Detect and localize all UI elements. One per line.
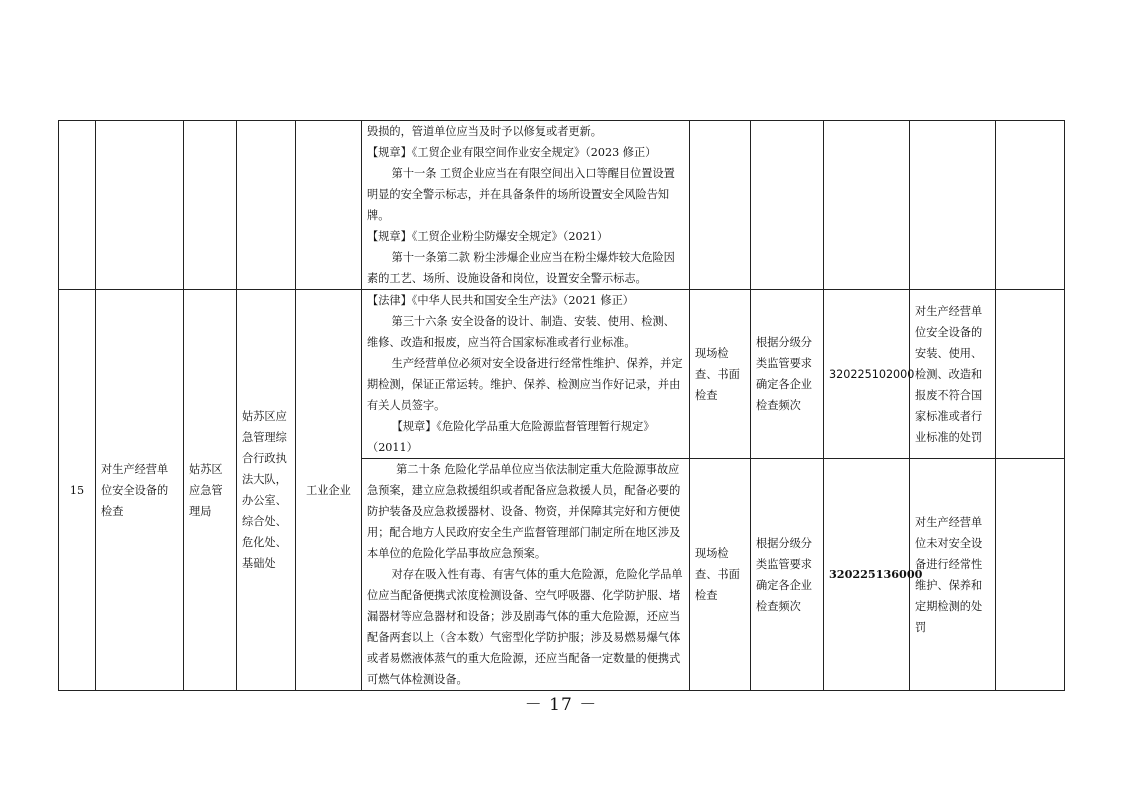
law-line: 【法律】《中华人民共和国安全生产法》（2021 修正） [367,294,634,307]
law-line: 【规章】《工贸企业有限空间作业安全规定》（2023 修正） [367,146,657,159]
row-number: 15 [59,290,96,691]
inspection-target: 工业企业 [296,290,362,691]
cell-target [296,121,362,290]
law-line: 对存在吸入性有毒、有害气体的重大危险源，危险化学品单位应当配备便携式浓度检测设备、空气呼吸器、化学防护服、堵漏器材等应急器材和设备；涉及剧毒气体的重大危险源，还应当配备两套以上（含本数）气密型化学防护服；涉及易燃易爆气体或者易燃液体蒸气的重大危险源，还应当配备一定数量的便携式可燃气体检测设备。 [367,568,683,686]
penalty-matter: 对生产经营单位未对安全设备进行经常性维护、保养和定期检测的处罚 [910,459,996,691]
cell-item-name [96,121,184,290]
inspection-frequency: 根据分级分类监管要求确定各企业检查频次 [751,290,824,459]
law-line: 【规章】《危险化学品重大危险源监督管理暂行规定》（2011） [367,420,655,454]
cell-number [59,121,96,290]
matter-code: 320225136000 [824,459,910,691]
matter-code: 320225102000 [824,290,910,459]
inspection-method: 现场检查、书面检查 [690,459,751,691]
law-line: 【规章】《工贸企业粉尘防爆安全规定》（2021） [367,230,609,243]
table-row-continued [59,121,1065,290]
item-name: 对生产经营单位安全设备的检查 [96,290,184,691]
page-number: － 17 － [524,695,598,715]
inspection-frequency: 根据分级分类监管要求确定各企业检查频次 [751,459,824,691]
legal-basis-part1 [362,290,690,459]
cell-executing-body [237,121,296,290]
executing-body: 姑苏区应急管理综合行政执法大队，办公室、综合处、危化处、基础处 [237,290,296,691]
remark [996,290,1065,459]
law-line: 第二十条 危险化学品单位应当依法制定重大危险源事故应急预案，建立应急救援组织或者配备应急救援人员，配备必要的防护装备及应急救援器材、设备、物资，并保障其完好和方便使用；配合地方人民政府安全生产监督管理部门制定所在地区涉及本单位的危险化学品事故应急预案。 [367,463,681,560]
cell-remark [996,121,1065,290]
penalty-matter: 对生产经营单位安全设备的安装、使用、检测、改造和报废不符合国家标准或者行业标准的处罚 [910,290,996,459]
inspection-table [58,120,1065,691]
law-line: 第三十六条 安全设备的设计、制造、安装、使用、检测、维修、改造和报废，应当符合国家标准或者行业标准。 [367,315,675,349]
law-line: 毁损的，管道单位应当及时予以修复或者更新。 [367,125,602,138]
law-line: 生产经营单位必须对安全设备进行经常性维护、保养，并定期检测，保证正常运转。维护、保养、检测应当作好记录，并由有关人员签字。 [367,357,683,412]
cell-authority [184,121,237,290]
inspection-method: 现场检查、书面检查 [690,290,751,459]
cell-legal-basis [362,121,690,290]
table-row-15a [59,290,1065,459]
authority: 姑苏区应急管理局 [184,290,237,691]
law-line: 第十一条 工贸企业应当在有限空间出入口等醒目位置设置明显的安全警示标志，并在具备条件的场所设置安全风险告知牌。 [367,167,675,222]
cell-matter [910,121,996,290]
remark [996,459,1065,691]
cell-method [690,121,751,290]
cell-code [824,121,910,290]
legal-basis-part2 [362,459,690,691]
law-line: 第十一条第二款 粉尘涉爆企业应当在粉尘爆炸较大危险因素的工艺、场所、设施设备和岗位，设置安全警示标志。 [367,251,675,285]
cell-frequency [751,121,824,290]
